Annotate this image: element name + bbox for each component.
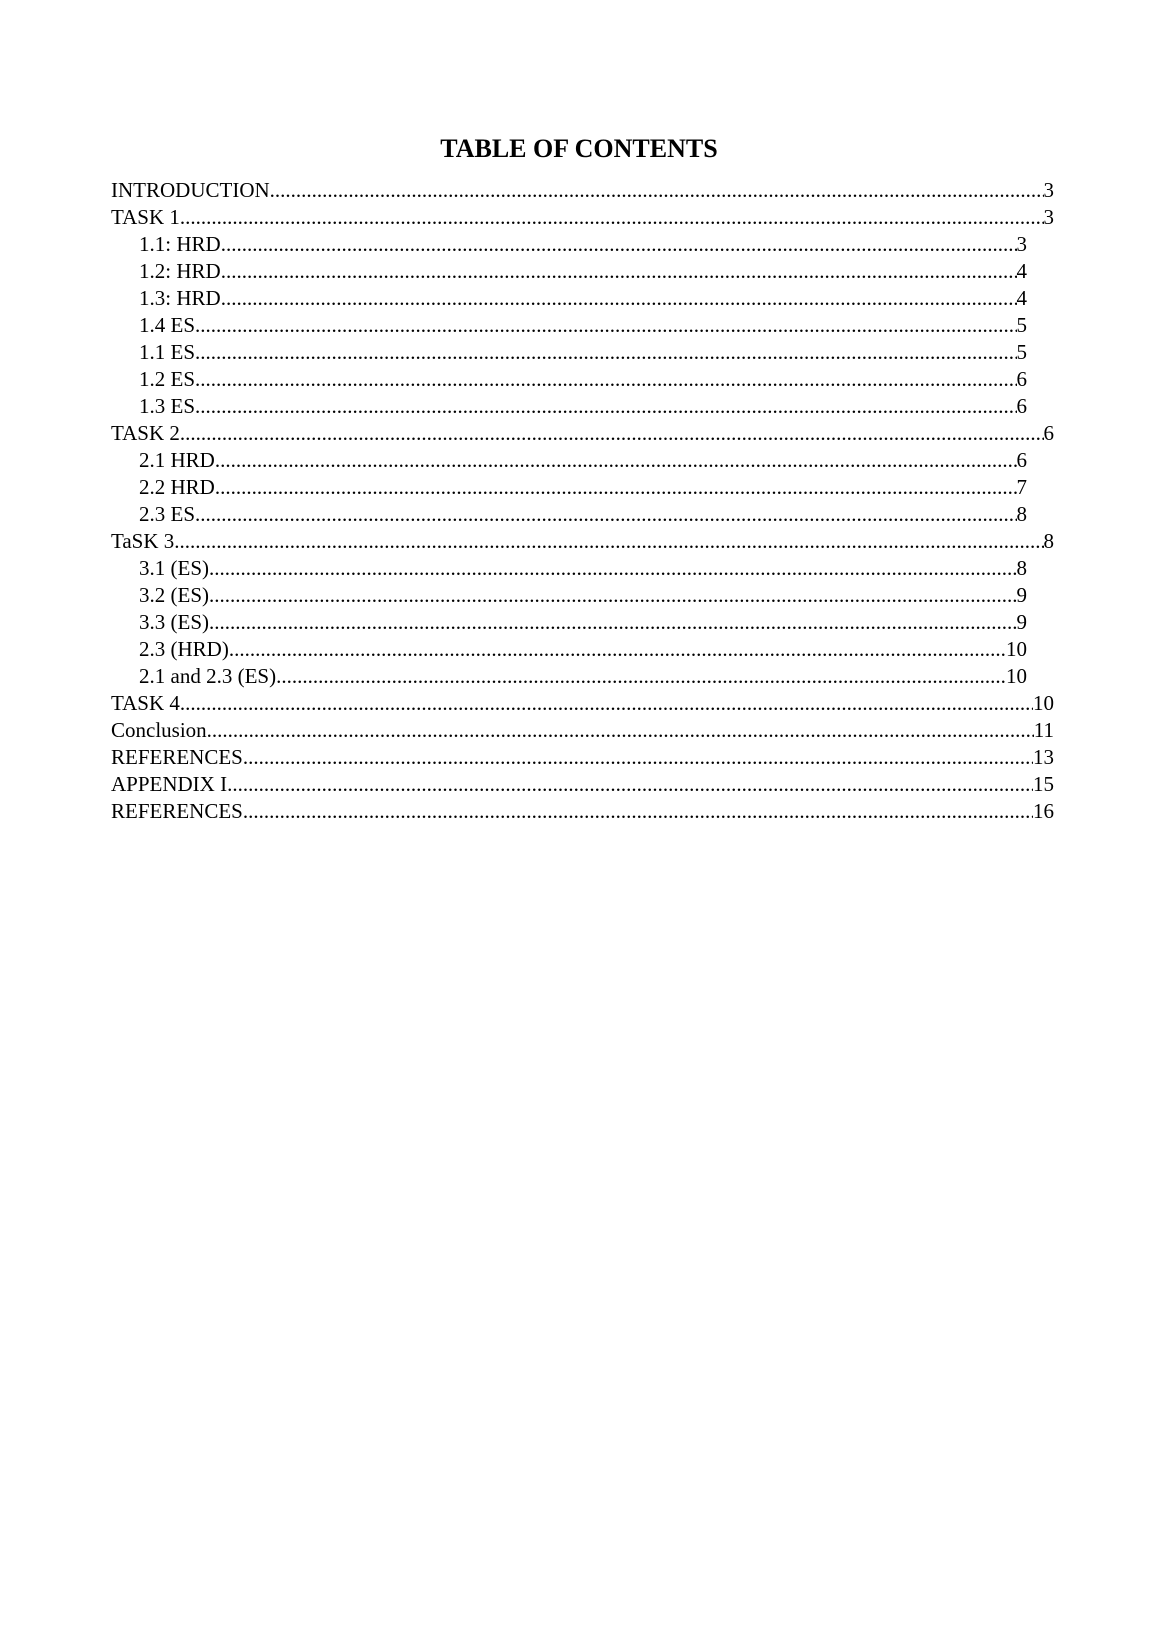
dot-leader — [229, 636, 1006, 663]
toc-entry-page-number: 4 — [1016, 259, 1027, 283]
toc-entry-page-number: 6 — [1016, 394, 1027, 418]
dot-leader — [215, 447, 1017, 474]
toc-entry-page-number: 9 — [1016, 583, 1027, 607]
dot-leader — [209, 582, 1017, 609]
toc-entry-label: 2.1 and 2.3 (ES) — [139, 664, 277, 688]
toc-title: TABLE OF CONTENTS — [440, 134, 718, 163]
dot-leader — [207, 717, 1034, 744]
dot-leader — [174, 528, 1043, 555]
toc-entry-label: 1.3: HRD — [139, 286, 221, 310]
toc-entry[interactable] — [111, 285, 1027, 312]
toc-entry[interactable] — [111, 744, 1054, 771]
toc-entry[interactable] — [111, 528, 1054, 555]
dot-leader — [221, 231, 1017, 258]
toc-entry-page-number: 9 — [1016, 610, 1027, 634]
toc-entry-label: 2.2 HRD — [139, 475, 215, 499]
toc-entry[interactable] — [111, 717, 1054, 744]
toc-entry-label: REFERENCES — [111, 745, 243, 769]
dot-leader — [209, 609, 1017, 636]
toc-entry-label: TASK 2 — [111, 421, 180, 445]
toc-entry[interactable] — [111, 420, 1054, 447]
dot-leader — [209, 555, 1017, 582]
toc-entry[interactable] — [111, 177, 1054, 204]
toc-entry[interactable] — [111, 582, 1027, 609]
toc-entry-page-number: 6 — [1016, 367, 1027, 391]
toc-entry[interactable] — [111, 204, 1054, 231]
toc-entry-label: 3.3 (ES) — [139, 610, 209, 634]
toc-entry-label: 1.1 ES — [139, 340, 196, 364]
toc-entry-page-number: 3 — [1043, 205, 1054, 229]
dot-leader — [195, 366, 1016, 393]
toc-entry-page-number: 10 — [1006, 664, 1027, 688]
toc-entry[interactable] — [111, 636, 1027, 663]
dot-leader — [276, 663, 1006, 690]
toc-entry-page-number: 8 — [1016, 556, 1027, 580]
dot-leader — [195, 393, 1016, 420]
toc-entry-label: 1.4 ES — [139, 313, 196, 337]
toc-entry-page-number: 5 — [1016, 313, 1027, 337]
toc-entry-page-number: 13 — [1033, 745, 1054, 769]
toc-entry-page-number: 7 — [1016, 475, 1027, 499]
toc-entry[interactable] — [111, 609, 1027, 636]
toc-entry-label: 2.3 (HRD) — [139, 637, 229, 661]
dot-leader — [270, 177, 1044, 204]
toc-entry-label: INTRODUCTION — [111, 178, 270, 202]
dot-leader — [227, 771, 1033, 798]
toc-entry-page-number: 8 — [1043, 529, 1054, 553]
toc-entry-label: 2.3 ES — [139, 502, 196, 526]
toc-entry-label: 3.1 (ES) — [139, 556, 209, 580]
toc-entry-label: APPENDIX I — [111, 772, 228, 796]
toc-entry[interactable] — [111, 312, 1027, 339]
toc-entry-page-number: 10 — [1006, 637, 1027, 661]
dot-leader — [180, 420, 1044, 447]
toc-entry-page-number: 16 — [1033, 799, 1054, 823]
table-of-contents — [111, 177, 1054, 825]
toc-entry-page-number: 10 — [1033, 691, 1054, 715]
toc-entry[interactable] — [111, 663, 1027, 690]
dot-leader — [221, 258, 1017, 285]
dot-leader — [221, 285, 1017, 312]
toc-entry[interactable] — [111, 798, 1054, 825]
toc-entry-label: 1.1: HRD — [139, 232, 221, 256]
toc-entry[interactable] — [111, 447, 1027, 474]
toc-entry[interactable] — [111, 231, 1027, 258]
dot-leader — [180, 204, 1044, 231]
toc-entry[interactable] — [111, 690, 1054, 717]
dot-leader — [195, 339, 1016, 366]
toc-entry-label: TaSK 3 — [111, 529, 175, 553]
toc-entry-page-number: 5 — [1016, 340, 1027, 364]
toc-entry-label: TASK 4 — [111, 691, 180, 715]
toc-entry-label: Conclusion — [111, 718, 207, 742]
toc-entry[interactable] — [111, 771, 1054, 798]
toc-entry-label: 1.3 ES — [139, 394, 196, 418]
toc-entry-page-number: 8 — [1016, 502, 1027, 526]
toc-entry-label: 1.2 ES — [139, 367, 196, 391]
dot-leader — [215, 474, 1017, 501]
toc-entry-label: TASK 1 — [111, 205, 180, 229]
toc-entry-label: 3.2 (ES) — [139, 583, 209, 607]
toc-entry-page-number: 11 — [1033, 718, 1054, 742]
toc-entry-page-number: 6 — [1016, 448, 1027, 472]
dot-leader — [180, 690, 1033, 717]
toc-entry-page-number: 3 — [1016, 232, 1027, 256]
dot-leader — [243, 744, 1033, 771]
toc-entry[interactable] — [111, 555, 1027, 582]
toc-entry-label: REFERENCES — [111, 799, 243, 823]
dot-leader — [195, 312, 1016, 339]
toc-entry-page-number: 3 — [1043, 178, 1054, 202]
toc-entry[interactable] — [111, 474, 1027, 501]
toc-entry-page-number: 15 — [1033, 772, 1054, 796]
dot-leader — [195, 501, 1016, 528]
toc-entry[interactable] — [111, 501, 1027, 528]
toc-entry-label: 2.1 HRD — [139, 448, 215, 472]
toc-entry-page-number: 6 — [1043, 421, 1054, 445]
toc-entry-label: 1.2: HRD — [139, 259, 221, 283]
toc-entry[interactable] — [111, 366, 1027, 393]
toc-entry[interactable] — [111, 393, 1027, 420]
toc-entry-page-number: 4 — [1016, 286, 1027, 310]
toc-entry[interactable] — [111, 258, 1027, 285]
dot-leader — [243, 798, 1033, 825]
toc-entry[interactable] — [111, 339, 1027, 366]
